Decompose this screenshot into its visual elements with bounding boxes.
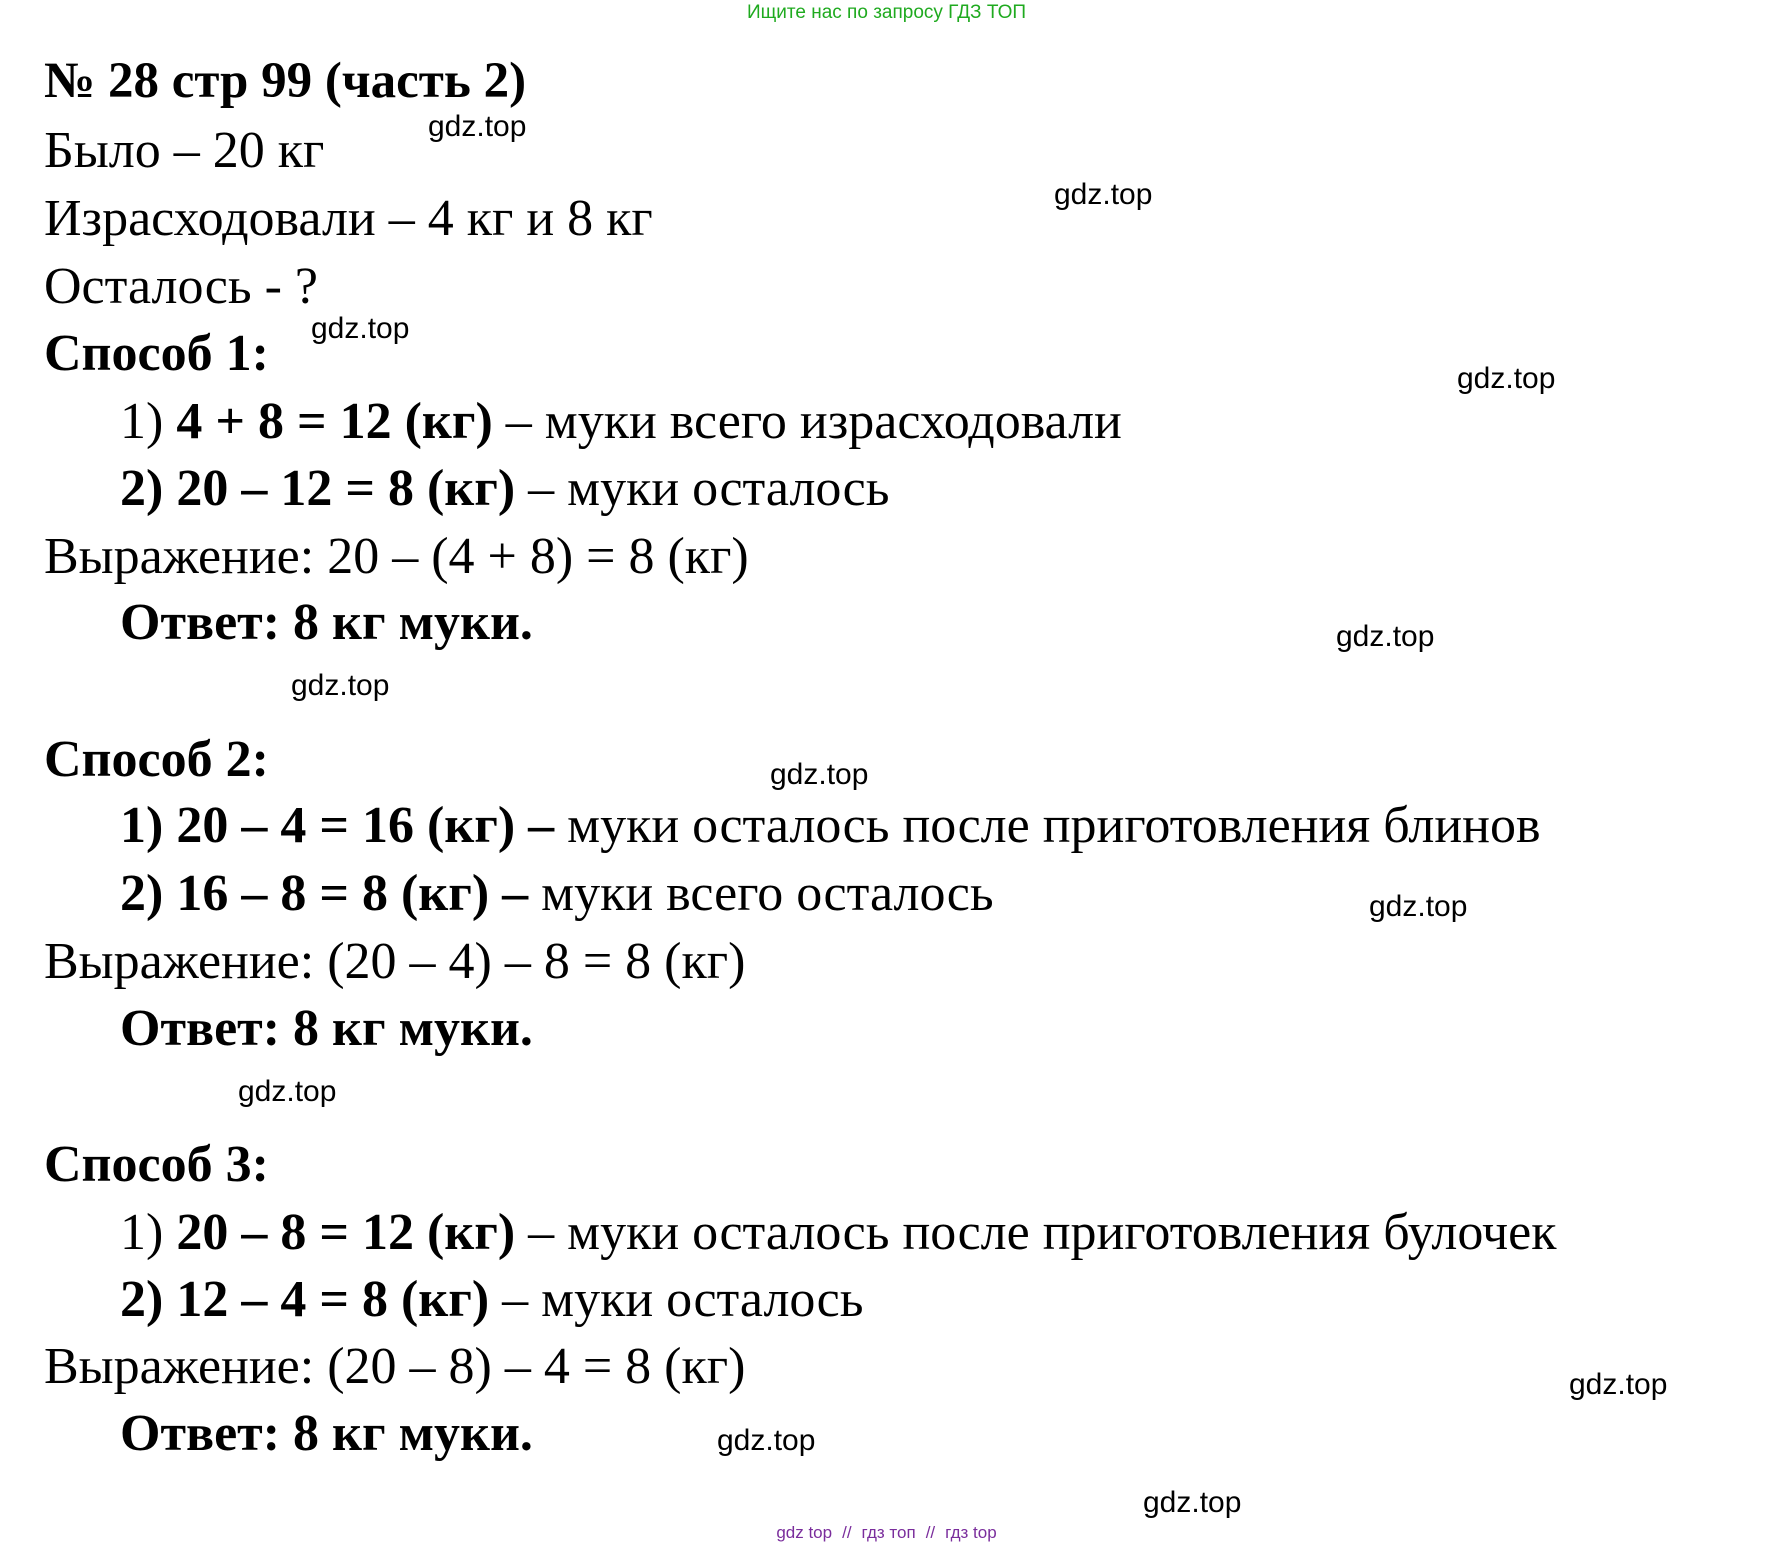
step-description: – муки осталось [515,460,890,517]
step-description: – муки осталось [489,1271,864,1328]
step-expression: 12 – 4 = 8 (кг) [176,1271,490,1328]
footer-separator: // [925,1523,936,1542]
method2-heading: Способ 2: [44,731,269,788]
method2-answer: Ответ: 8 кг муки. [120,1000,533,1057]
method2-step1 [120,797,1541,854]
method1-expression: Выражение: 20 – (4 + 8) = 8 (кг) [44,528,749,585]
method1-step2 [120,460,890,517]
watermark: gdz.top [1457,362,1556,395]
step-expression: 20 – 4 = 16 (кг) – [176,797,555,854]
method3-heading: Способ 3: [44,1136,269,1193]
step-description: муки всего осталось [528,865,994,922]
footer-link[interactable]: gdz top [776,1523,833,1542]
footer-link[interactable]: гдз топ [861,1523,916,1542]
watermark: gdz.top [1054,178,1153,211]
step-number: 2) [120,865,164,922]
method3-answer: Ответ: 8 кг муки. [120,1405,533,1462]
watermark: gdz.top [1143,1486,1242,1519]
step-number: 1) [120,797,164,854]
watermark: gdz.top [770,758,869,791]
watermark: gdz.top [291,669,390,702]
step-number: 2) [120,1271,164,1328]
step-expression: 4 + 8 = 12 (кг) [176,393,493,450]
watermark: gdz.top [428,110,527,143]
given-spent: Израсходовали – 4 кг и 8 кг [44,190,653,247]
step-description: – муки осталось после приготовления булочек [515,1204,1557,1261]
step-number: 1) [120,1204,164,1261]
method3-expression: Выражение: (20 – 8) – 4 = 8 (кг) [44,1338,746,1395]
watermark: gdz.top [717,1424,816,1457]
step-description: муки осталось после приготовления блинов [554,797,1541,854]
step-expression: 16 – 8 = 8 (кг) – [176,865,529,922]
given-was: Было – 20 кг [44,122,325,179]
watermark: gdz.top [1569,1368,1668,1401]
footer-links [0,1524,1773,1541]
watermark: gdz.top [311,312,410,345]
method3-step1 [120,1204,1557,1261]
task-title: № 28 стр 99 (часть 2) [44,53,527,109]
method1-step1 [120,393,1122,450]
step-description: – муки всего израсходовали [492,393,1122,450]
step-expression: 20 – 12 = 8 (кг) [176,460,516,517]
method1-heading: Способ 1: [44,325,269,382]
step-number: 2) [120,460,164,517]
watermark: gdz.top [1369,890,1468,923]
watermark: gdz.top [1336,620,1435,653]
header-note: Ищите нас по запросу ГДЗ ТОП [746,2,1027,23]
method2-expression: Выражение: (20 – 4) – 8 = 8 (кг) [44,933,746,990]
footer-separator: // [842,1523,852,1542]
step-expression: 20 – 8 = 12 (кг) [176,1204,516,1261]
method2-step2 [120,865,994,922]
method3-step2 [120,1271,864,1328]
footer-link[interactable]: гдз top [945,1523,997,1542]
watermark: gdz.top [238,1075,337,1108]
given-left: Осталось - ? [44,258,318,315]
step-number: 1) [120,393,164,450]
method1-answer: Ответ: 8 кг муки. [120,594,533,651]
